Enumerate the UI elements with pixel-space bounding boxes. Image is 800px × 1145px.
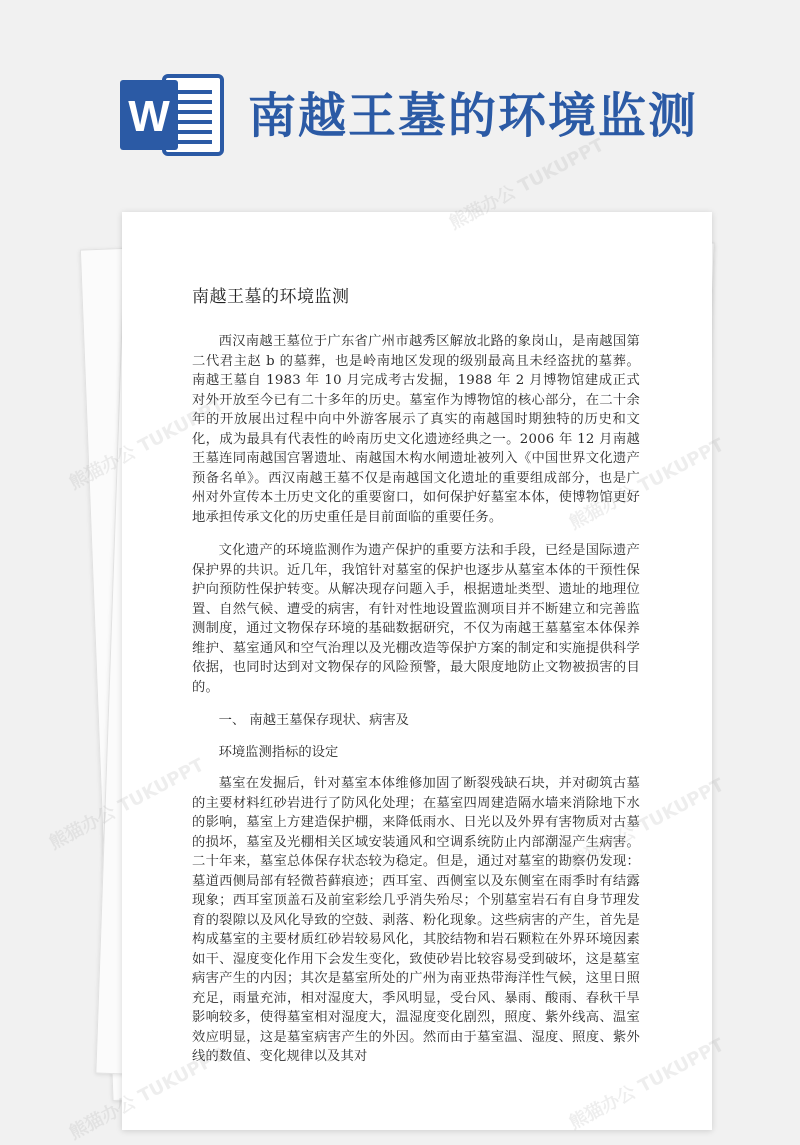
document-body: [192, 332, 640, 1081]
document-page: [122, 212, 712, 1130]
banner: [0, 0, 800, 200]
banner-title: 南越王墓的环境监测: [248, 88, 699, 144]
paragraph-1: 西汉南越王墓位于广东省广州市越秀区解放北路的象岗山，是南越国第二代君主赵 b 的墓葬，也是岭南地区发现的级别最高且未经盗扰的墓葬。南越王墓自 1983 年 10 月完成考古发掘，1988 年 2 月博物馆建成正式对外开放至今已有二十多年的历史。墓室作为博物馆的核心部分，在二十余年的开放展出过程中向中外游客展示了真实的南越国时期独特的历史和文化，成为最具有代表性的岭南历史文化遗迹经典之一。2006 年 12 月南越王墓连同南越国宫署遗址、南越国木构水闸遗址被列入《中国世界文化遗产预备名单》。西汉南越王墓不仅是南越国文化遗址的重要组成部分，也是广州对外宣传本土历史文化的重要窗口，如何保护好墓室本体，使博物馆更好地承担传承文化的历史重任是目前面临的重要任务。: [192, 334, 640, 525]
word-logo-letter: W: [128, 92, 170, 141]
document-title: 南越王墓的环境监测: [192, 287, 350, 307]
paragraph-2: 文化遗产的环境监测作为遗产保护的重要方法和手段，已经是国际遗产保护界的共识。近几年，我馆针对墓室的保护也逐步从墓室本体的干预性保护向预防性保护转变。从解决现存问题入手，根据遗址类型、遗址的地理位置、自然气候、遭受的病害，有针对性地设置监测项目并不断建立和完善监测制度，通过文物保存环境的基础数据研究，不仅为南越王墓墓室本体保养维护、墓室通风和空气治理以及光棚改造等保护方案的制定和实施提供科学依据，也同时达到对文物保存的风险预警，最大限度地防止文物被损害的目的。: [192, 543, 640, 695]
watermark-overlay: 熊猫办公 TUKUPPT: [445, 134, 608, 234]
watermark-overlay: 熊猫办公: [65, 1091, 140, 1144]
section-heading-line-1: 一、 南越王墓保存现状、病害及: [218, 713, 409, 728]
section-heading-line-2: 环境监测指标的设定: [218, 744, 339, 760]
watermark-overlay: 熊猫办公: [45, 801, 120, 854]
paragraph-3: 墓室在发掘后，针对墓室本体维修加固了断裂残缺石块，并对砌筑古墓的主要材料红砂岩进行了防风化处理；在墓室四周建造隔水墙来消除地下水的影响，墓室上方建造保护棚，来降低雨水、日光以及外界有害物质对古墓的损坏，墓室及光棚相关区域安装通风和空调系统防止内部潮湿产生病害。二十年来，墓室总体保存状态较为稳定。但是，通过对墓室的勘察仍发现：墓道西侧局部有轻微苔藓痕迹；西耳室、西侧室以及东侧室在雨季时有结露现象；西耳室顶盖石及前室彩绘几乎消失殆尽；个别墓室岩石有自身节理发育的裂隙以及风化导致的空鼓、剥落、粉化现象。这些病害的产生，首先是构成墓室的主要材质红砂岩较易风化，其胶结物和岩石颗粒在外界环境因素如干、湿度变化作用下会发生变化，致使砂岩比较容易受到破坏，这是墓室病害产生的内因；其次是墓室所处的广州为南亚热带海洋性气候，这里日照充足，雨量充沛，相对湿度大，季风明显，受台风、暴雨、酸雨、春秋干旱影响较多，使得墓室相对湿度大，温湿度变化剧烈，照度、紫外线高、温室效应明显，这是墓室病害产生的外因。然而由于墓室温、湿度、照度、紫外线的数值、变化规律以及其对: [192, 776, 640, 1064]
word-document-icon: [118, 70, 226, 160]
